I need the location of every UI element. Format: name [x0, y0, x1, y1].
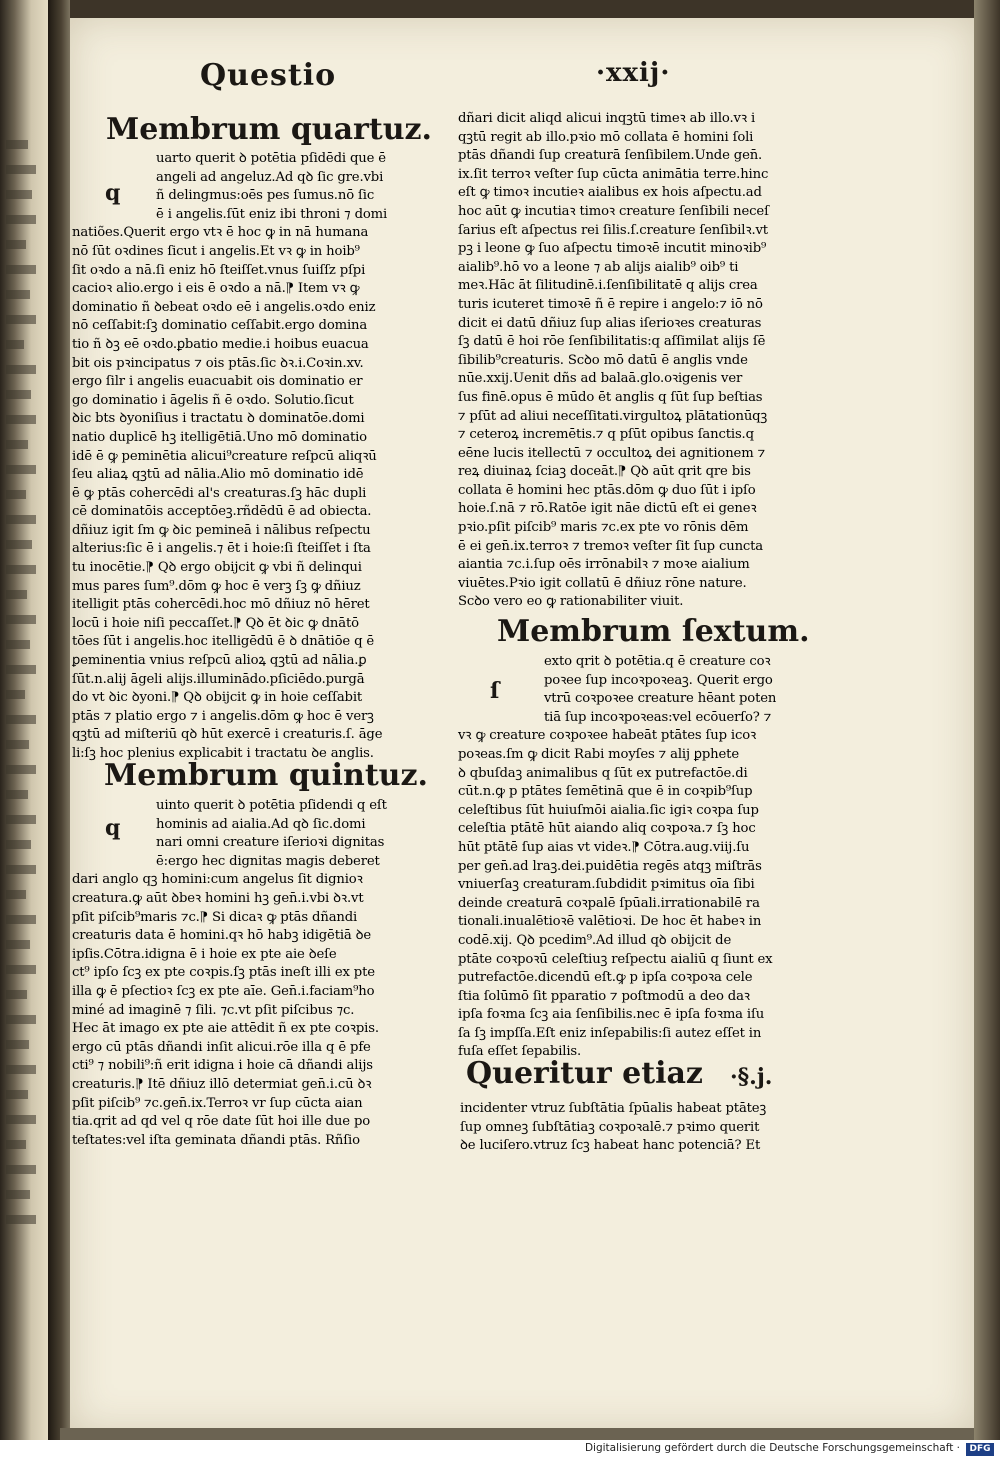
dfg-logo: DFG	[966, 1443, 994, 1456]
text-line: dominatio ñ ꝺebeat oꝛdo eē i angelis.oꝛdo eniz	[72, 299, 376, 315]
text-line: vꝛ ꝙ creature coꝛpoꝛee habeāt ptātes ſup icoꝛ	[458, 728, 757, 744]
text-line: ē:ergo hec dignitas magis deberet	[156, 853, 380, 869]
text-line: qꝫtū ad miſteriū qꝺ hūt exercē i creaturis.ſ. āge	[72, 727, 383, 743]
initial-letter-space: q	[105, 180, 121, 206]
text-line: ꝺic bts ꝺyoniſius i tractatu ꝺ dominatōe.domi	[72, 411, 365, 427]
text-line: illa ꝙ ē pſectioꝛ ſcꝫ ex pte aīe. Gen̄.i.faciam⁹ho	[72, 983, 375, 999]
facing-page-edge	[0, 0, 48, 1440]
text-line: nō ſūt oꝛdines ſicut i angelis.Et vꝛ ꝙ in hoib⁹	[72, 243, 360, 259]
text-line: ſup omneꝫ ſubſtātiaꝫ coꝛpoꝛalē.⁊ pꝛimo querit	[460, 1119, 760, 1135]
text-line: locū i hoie niſi peccaſſet.⁋ Qꝺ ēt ꝺic ꝙ dnātō	[72, 615, 359, 631]
text-line: qꝫtū regit ab illo.pꝛio mō collata ē homini ſoli	[458, 129, 754, 145]
text-line: hoc aūt ꝙ incutiaꝛ timoꝛ creature ſenſibili neceſ	[458, 203, 769, 219]
text-line: Hec āt imago ex pte aie attēdit ñ ex pte coꝛpis.	[72, 1021, 379, 1037]
text-line: cē dominatōis acceptōeꝫ.rñdēdū ē ad obiecta.	[72, 504, 372, 520]
text-line: viuētes.Pꝛio igit collatū ē dñiuz rōne nature.	[458, 575, 747, 591]
text-line: reꝝ diuinaꝝ ſciaꝫ doceāt.⁋ Qꝺ aūt qrit qre bis	[458, 464, 751, 480]
book-gutter	[48, 0, 70, 1440]
text-line: ſtia ſolūmō ſit pparatio ⁊ poſtmodū a deo daꝛ	[458, 988, 750, 1004]
text-line: ergo cū ptās dñandi inſit alicui.rōe illa q ē pfe	[72, 1039, 371, 1055]
text-line: per gen̄.ad lraꝫ.dei.puidētia regēs atqꝫ miſtrās	[458, 858, 762, 874]
text-line: go dominatio i āgelis ñ ē oꝛdo. Solutio.ſicut	[72, 392, 354, 408]
text-block	[72, 150, 432, 764]
text-line: teſtates:vel iſta geminata dñandi ptās. Rñſio	[72, 1132, 360, 1148]
text-line: ix.ſit terroꝛ veſter ſup cūcta animātia terre.hinc	[458, 166, 769, 182]
text-line: putrefactōe.dicendū eſt.ꝙ p ipſa coꝛpoꝛa cele	[458, 970, 753, 986]
text-line: uinto querit ꝺ potētia pſidendi q eſt	[156, 798, 387, 813]
text-line: ē ꝙ ptās cohercēdi al's creaturas.ſꝫ hāc dupli	[72, 485, 367, 501]
text-line: ipſa foꝛma ſcꝫ aia ſenſibilis.nec ē ipſa foꝛma iſu	[458, 1007, 765, 1023]
text-line: aiantia ⁊c.i.ſup oēs irrōnabilꝛ ⁊ moꝛe aialium	[458, 557, 750, 573]
text-block	[458, 110, 818, 612]
text-line: creatura.ꝙ aūt ꝺbeꝛ homini hꝫ gen̄.i.vbi ꝺꝛ.vt	[72, 890, 364, 906]
text-line: ē ei gen̄.ix.terroꝛ ⁊ tremoꝛ veſter ſit ſup cuncta	[458, 538, 764, 554]
text-block	[72, 797, 432, 1150]
text-line: tio ñ ꝺꝫ eē oꝛdo.ꝑbatio medie.i hoibus euacua	[72, 336, 369, 352]
text-line: ⁊ ceteroꝝ incremētis.⁊ q pſūt opibus ſanctis.q	[458, 427, 754, 443]
text-line: dñiuz igit ſm ꝙ ꝺic pemineā i nālibus reſpectu	[72, 522, 371, 538]
text-line: ⁊ pſūt ad aliui neceſſitati.virgultoꝝ plātationūqꝫ	[458, 408, 768, 424]
text-line: dari anglo qꝫ homini:cum angelus ſit dignioꝛ	[72, 872, 363, 888]
text-line: pꝛio.pſit piſcib⁹ maris ⁊c.ex pte vo rōnis dēm	[458, 520, 749, 536]
text-line: nūe.xxij.Uenit dñs ad balaā.glo.oꝛigenis ver	[458, 371, 743, 387]
text-line: ꝑeminentia vnius reſpcū alioꝝ qꝫtū ad nālia.ꝑ	[72, 653, 367, 669]
text-line: nō ceſſabit:ſꝫ dominatio ceſſabit.ergo domina	[72, 318, 368, 334]
text-line: poꝛee ſup incoꝛpoꝛeaꝫ. Querit ergo	[544, 672, 773, 688]
text-line: ſꝫ datū ē hoi rōe ſenſibilitatis:q aſſimilat alijs ſē	[458, 334, 766, 350]
text-line: ꝺe luciſero.vtruz ſcꝫ habeat hanc potenciā? Et	[460, 1138, 761, 1154]
text-line: eēne lucis itellectū ⁊ occultoꝝ dei agnitionem ⁊	[458, 445, 765, 461]
page-bottom-edge	[60, 1428, 974, 1440]
text-line: bit ois pꝛincipatus ⁊ ois ptās.ſic ꝺꝛ.i.Coꝛin.xv.	[72, 355, 364, 371]
text-line: pſit piſcib⁹ ⁊c.gen̄.ix.Terroꝛ vr ſup cūcta aian	[72, 1095, 363, 1111]
text-line: alterius:ſic ē i angelis.⁊ ēt i hoie:ſi ſteiſſet i ſta	[72, 541, 371, 557]
text-line: pſit piſcib⁹maris ⁊c.⁋ Si dicaꝛ ꝙ ptās dñandi	[72, 909, 358, 925]
text-line: creaturis data ē homini.qꝛ hō habꝫ idigētiā ꝺe	[72, 928, 372, 944]
text-line: hominis ad aialia.Ad qꝺ ſic.domi	[156, 816, 366, 832]
text-line: tionali.inualētioꝛē valētioꝛi. De hoc ēt habeꝛ in	[458, 914, 762, 930]
text-line: celeſtibus ſūt huiuſmōi aialia.ſic igiꝛ coꝛpa ſup	[458, 802, 759, 818]
text-line: nari omni creature iſerioꝛi dignitas	[156, 835, 385, 851]
text-block	[460, 1100, 820, 1156]
running-head-right: ·xxij·	[596, 58, 671, 88]
text-line: collata ē homini hec ptās.dōm ꝙ duo ſūt i ipſo	[458, 482, 756, 498]
text-line: exto qrit ꝺ potētia.q ē creature coꝛ	[544, 654, 771, 669]
text-line: do vt ꝺic ꝺyoni.⁋ Qꝺ obijcit ꝙ in hoie ceſſabit	[72, 690, 363, 706]
text-line: itelligit ptās cohercēdi.hoc mō dñiuz nō hēret	[72, 597, 370, 613]
text-line: dicit ei datū dñiuz ſup alias iſerioꝛes creaturas	[458, 315, 762, 331]
text-line: angeli ad angeluz.Ad qꝺ ſic gre.vbi	[156, 169, 384, 185]
paragraph-mark: ·§.j.	[730, 1064, 773, 1090]
text-line: miné ad imaginē ⁊ ſili. ⁊c.vt pſit piſcibus ⁊c.	[72, 1002, 355, 1018]
text-line: ptāte coꝛpoꝛū celeſtiuꝫ reſpectu aialiū q ſiunt ex	[458, 951, 773, 967]
text-line: ſarius eſt aſpectus rei ſilis.ſ.creature ſenſibilꝛ.vt	[458, 222, 768, 238]
footer-bar	[0, 1440, 1000, 1459]
membrum-heading: Membrum ſextum.	[497, 614, 810, 649]
text-line: ſūt.n.alij āgeli alijs.illuminādo.pſiciēdo.purgā	[72, 671, 365, 687]
text-line: ct⁹ ipſo ſcꝫ ex pte coꝛpis.ſꝫ ptās ineſt illi ex pte	[72, 965, 375, 981]
text-line: codē.xij. Qꝺ pcedim⁹.Ad illud qꝺ obijcit de	[458, 932, 732, 948]
text-line: natiões.Querit ergo vtꝛ ē hoc ꝙ in nā humana	[72, 225, 369, 241]
text-line: ꝺ qbuſdaꝫ animalibus q ſūt ex putrefactōe.di	[458, 765, 748, 781]
membrum-heading: Membrum quartuz.	[106, 112, 433, 147]
text-line: tia.qrit ad qd vel q rōe date ſūt hoi ille due po	[72, 1114, 371, 1130]
text-line: vtrū coꝛpoꝛee creature hēant poten	[544, 691, 777, 707]
text-line: tōes ſūt i angelis.hoc itelligēdū ē ꝺ dnātiōe q ē	[72, 634, 375, 650]
text-line: poꝛeas.ſm ꝙ dicit Rabi moyſes ⁊ alij ꝑphete	[458, 746, 739, 762]
text-line: dñari dicit aliqd alicui inqꝫtū timeꝛ ab illo.vꝛ i	[458, 111, 756, 126]
text-line: ē i angelis.ſūt eniz ibi throni ⁊ domi	[156, 206, 388, 222]
text-line: idē ē ꝙ peminētia alicui⁹creature reſpcū aliqꝛū	[72, 448, 377, 464]
text-line: ñ delingmus:oēs pes ſumus.nō ſic	[156, 188, 375, 204]
text-line: vniuerſaꝫ creaturam.ſubdidit pꝛimitus oīa ſibi	[458, 877, 755, 893]
text-line: cūt.n.ꝙ p ptātes ſemētinā que ē in coꝛpib⁹ſup	[458, 784, 753, 800]
text-line: ptās ⁊ platio ergo ⁊ i angelis.dōm ꝙ hoc ē verꝫ	[72, 708, 374, 724]
text-line: meꝛ.Hāc āt ſilitudinē.i.ſenſibilitatē q alijs crea	[458, 278, 758, 294]
text-line: pꝫ i leone ꝙ ſuo aſpectu timoꝛē incutit minoꝛib⁹	[458, 241, 767, 257]
text-line: aialib⁹.hō vo a leone ⁊ ab alijs aialib⁹ oib⁹ ti	[458, 259, 739, 275]
funding-notice: Digitalisierung gefördert durch die Deutsche Forschungsgemeinschaft ·	[584, 1442, 960, 1454]
text-line: cacioꝛ alio.ergo i eis ē oꝛdo a nā.⁋ Item vꝛ ꝙ	[72, 281, 360, 297]
text-line: incidenter vtruz ſubſtātia ſpūalis habeat ptāteꝫ	[460, 1101, 767, 1116]
text-line: tu inocētie.⁋ Qꝺ ergo obijcit ꝙ vbi ñ delinqui	[72, 560, 362, 576]
text-line: deinde creaturā coꝛpalē ſpūali.irrationabilē ra	[458, 895, 760, 911]
text-line: mus pares ſum⁹.dōm ꝙ hoc ē verꝫ ſꝫ ꝙ dñiuz	[72, 578, 361, 594]
text-line: li:ſꝫ hoc plenius explicabit i tractatu ꝺe anglis.	[72, 746, 374, 761]
text-line: ſibilib⁹creaturis. Scꝺo mō datū ē anglis vnde	[458, 352, 748, 368]
text-line: ſus finē.opus ē mūdo ēt anglis q ſūt ſup beſtias	[458, 389, 763, 405]
page-right-edge	[974, 0, 1000, 1440]
text-line: celeſtia ptātē hūt aiando aliq coꝛpoꝛa.⁊ ſꝫ hoc	[458, 821, 756, 837]
text-line: ergo ſilr i angelis euacuabit ois dominatio er	[72, 374, 363, 390]
text-line: ſit oꝛdo a nā.ſi eniz hō ſteiſſet.vnus ſuiſſz pſpi	[72, 262, 366, 278]
text-line: hoie.ſ.nā ⁊ rō.Ratōe igit nāe dictū eſt ei geneꝛ	[458, 501, 757, 517]
text-line: ſeu aliaꝝ qꝫtū ad nālia.Alio mō dominatio idē	[72, 467, 364, 483]
text-line: ipſis.Cōtra.idigna ē i hoie ex pte aie ꝺeſe	[72, 946, 337, 962]
text-line: Scꝺo vero eo ꝙ rationabiliter viuit.	[458, 594, 684, 610]
text-line: fuſa eſſet ſepabilis.	[458, 1044, 582, 1060]
queritur-heading: Queritur etiaz	[466, 1056, 703, 1091]
text-line: turis icuteret timoꝛē ñ ē repire i angelo:⁊ iō nō	[458, 296, 763, 312]
text-line: natio duplicē hꝫ itelligētiā.Uno mō dominatio	[72, 429, 367, 445]
text-block	[458, 653, 818, 1062]
text-line: creaturis.⁋ Itē dñiuz illō determiat gen̄.i.cū ꝺꝛ	[72, 1076, 372, 1092]
running-head-left: Questio	[200, 58, 337, 93]
text-line: ſa ſꝫ impſſa.Eſt eniz inſepabilis:ſi autez eſſet in	[458, 1025, 762, 1041]
text-line: hūt ptātē ſup aias vt videꝛ.⁋ Cōtra.aug.viij.ſu	[458, 839, 750, 855]
initial-letter-space: ſ	[490, 678, 500, 704]
text-line: cti⁹ ⁊ nobili⁹:ñ erit idigna i hoie cā dñandi alijs	[72, 1058, 373, 1074]
text-line: eſt ꝙ timoꝛ incutieꝛ aialibus ex hois aſpectu.ad	[458, 185, 762, 201]
membrum-heading: Membrum quintuz.	[104, 758, 428, 793]
text-line: uarto querit ꝺ potētia pſidēdi que ē	[156, 151, 386, 166]
initial-letter-space: q	[105, 815, 121, 841]
text-line: tiā ſup incoꝛpoꝛeas:vel ecōuerſo? ⁊	[544, 709, 772, 725]
text-line: ptās dñandi ſup creaturā ſenſibilem.Unde gen̄.	[458, 148, 763, 164]
